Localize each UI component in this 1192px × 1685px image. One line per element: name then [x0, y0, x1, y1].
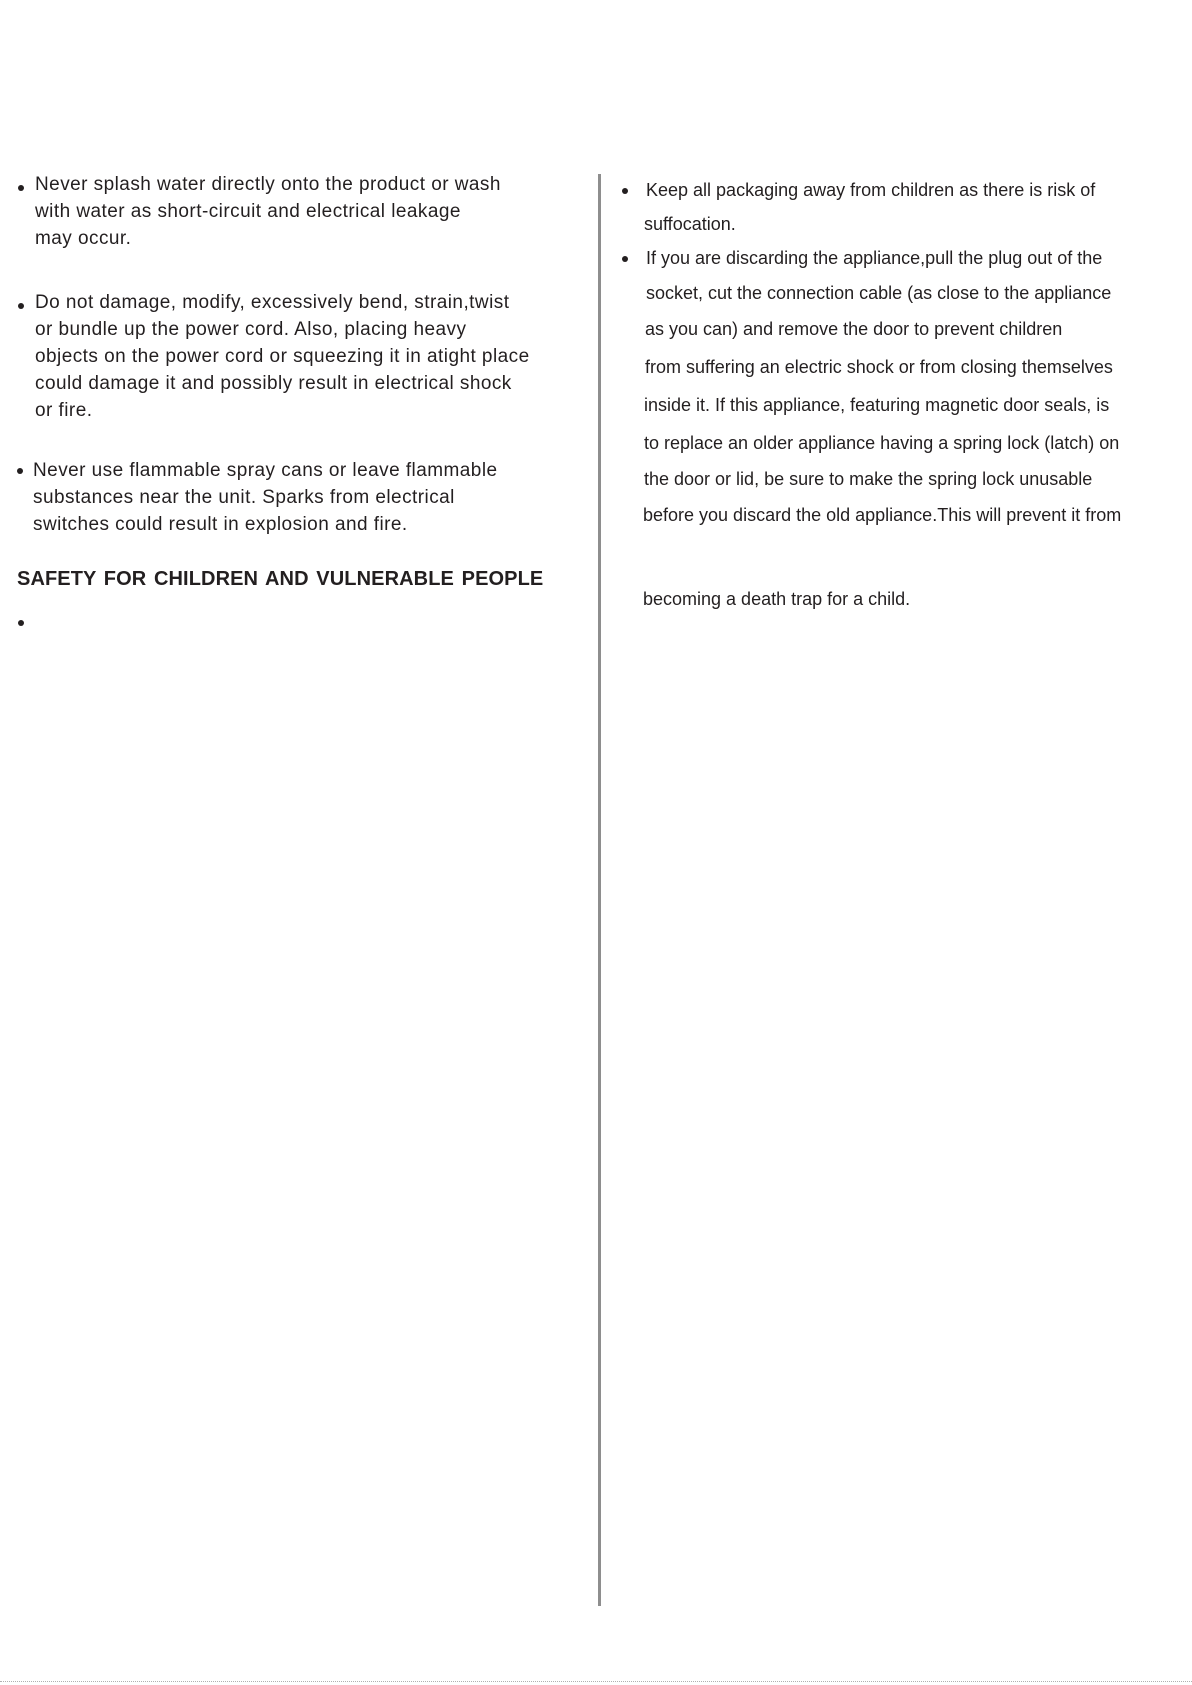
left-bullet-3-line-2: substances near the unit. Sparks from electrical [33, 487, 455, 508]
right-bullet-2-line-2: socket, cut the connection cable (as close to the appliance [646, 283, 1112, 303]
left-bullet-2-line-1: Do not damage, modify, excessively bend, strain,twist [35, 292, 510, 313]
right-bullet-2-line-9: becoming a death trap for a child. [643, 589, 911, 609]
left-bullet-2-line-5: or fire. [35, 400, 93, 421]
right-bullet-2-line-1: If you are discarding the appliance,pull the plug out of the [646, 248, 1103, 268]
left-bullet-2-line-4: could damage it and possibly result in electrical shock [35, 373, 512, 394]
page-bottom-edge [0, 1681, 1192, 1682]
right-bullet-1-line-1: Keep all packaging away from children as there is risk of [646, 180, 1096, 200]
left-bullet-3-line-1: Never use flammable spray cans or leave flammable [33, 460, 498, 481]
left-bullet-2-line-2: or bundle up the power cord. Also, placing heavy [35, 319, 467, 340]
right-bullet-1-line-2: suffocation. [644, 214, 736, 234]
right-bullet-2-line-7: the door or lid, be sure to make the spring lock unusable [644, 469, 1093, 489]
bullet-marker [622, 256, 628, 262]
column-divider [598, 174, 601, 1606]
left-bullet-1-line-3: may occur. [35, 228, 132, 249]
right-bullet-2-line-3: as you can) and remove the door to prevent children [645, 319, 1063, 339]
bullet-marker [17, 468, 23, 474]
left-bullet-1-line-1: Never splash water directly onto the product or wash [35, 174, 501, 195]
bullet-marker [18, 620, 24, 626]
right-bullet-2-line-5: inside it. If this appliance, featuring magnetic door seals, is [644, 395, 1110, 415]
bullet-marker [622, 188, 628, 194]
left-bullet-2-line-3: objects on the power cord or squeezing it in atight place [35, 346, 530, 367]
section-heading: SAFETY FOR CHILDREN AND VULNERABLE PEOPLE [17, 568, 544, 590]
right-bullet-2-line-4: from suffering an electric shock or from closing themselves [645, 357, 1113, 377]
left-bullet-1-line-2: with water as short-circuit and electrical leakage [35, 201, 461, 222]
bullet-marker [18, 185, 24, 191]
right-bullet-2-line-6: to replace an older appliance having a spring lock (latch) on [644, 433, 1120, 453]
bullet-marker [18, 303, 24, 309]
left-bullet-3-line-3: switches could result in explosion and fire. [33, 514, 408, 535]
right-bullet-2-line-8: before you discard the old appliance.This will prevent it from [643, 505, 1122, 525]
